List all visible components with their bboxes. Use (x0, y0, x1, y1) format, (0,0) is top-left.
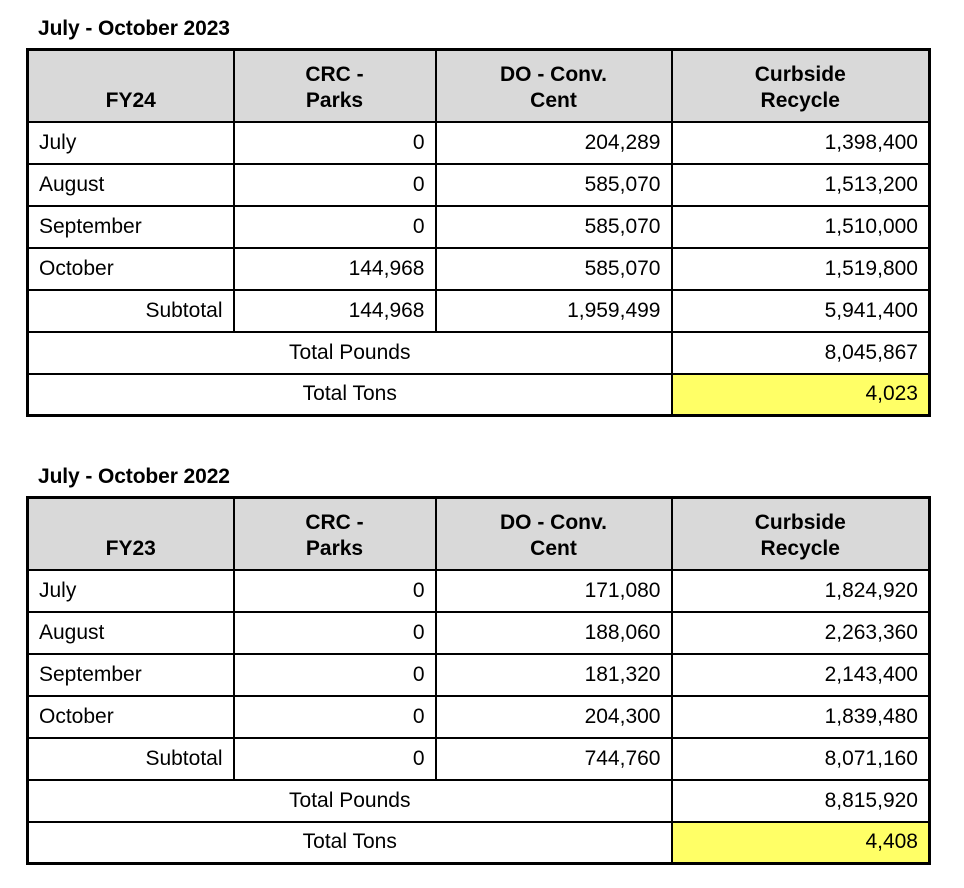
table-row-total-pounds (28, 780, 930, 822)
cell-do-conv-cent: 585,070 (436, 248, 672, 290)
total-tons-label: Total Tons (28, 374, 672, 416)
table-row-total-tons (28, 374, 930, 416)
column-header-line1: Curbside (754, 510, 846, 534)
column-header-line1: FY23 (105, 536, 156, 560)
cell-curbside-recycle: 2,143,400 (672, 654, 930, 696)
cell-curbside-recycle: 1,839,480 (672, 696, 930, 738)
cell-crc-parks: 144,968 (234, 248, 436, 290)
column-header-fiscal-year (28, 498, 234, 570)
cell-do-conv-cent: 1,959,499 (436, 290, 672, 332)
column-header-line2: Recycle (760, 536, 840, 560)
column-header-line1: CRC - (305, 62, 364, 86)
section-title: July - October 2023 (38, 17, 230, 40)
column-header-line1: FY24 (105, 88, 156, 112)
column-header-fiscal-year (28, 50, 234, 122)
cell-curbside-recycle: 2,263,360 (672, 612, 930, 654)
total-pounds-label: Total Pounds (28, 780, 672, 822)
column-header-line1: DO - Conv. (500, 510, 607, 534)
column-header-line2: Recycle (760, 88, 840, 112)
row-label-subtotal: Subtotal (28, 290, 234, 332)
row-label: July (28, 122, 234, 164)
cell-curbside-recycle: 8,071,160 (672, 738, 930, 780)
table-row (28, 122, 930, 164)
column-header-line1: DO - Conv. (500, 62, 607, 86)
total-pounds-value: 8,045,867 (672, 332, 930, 374)
cell-do-conv-cent: 585,070 (436, 206, 672, 248)
table-row (28, 612, 930, 654)
summary-table-fy24 (26, 48, 931, 417)
cell-crc-parks: 0 (234, 738, 436, 780)
cell-do-conv-cent: 204,300 (436, 696, 672, 738)
column-header-curbside-recycle (672, 498, 930, 570)
row-label: September (28, 206, 234, 248)
cell-do-conv-cent: 188,060 (436, 612, 672, 654)
column-header-line1: Curbside (754, 62, 846, 86)
cell-do-conv-cent: 181,320 (436, 654, 672, 696)
table-row-total-tons (28, 822, 930, 864)
column-header-crc-parks (234, 498, 436, 570)
row-label: October (28, 696, 234, 738)
cell-crc-parks: 0 (234, 206, 436, 248)
column-header-line2: Parks (305, 88, 364, 112)
column-header-line1: CRC - (305, 510, 364, 534)
table-row (28, 696, 930, 738)
total-pounds-label: Total Pounds (28, 332, 672, 374)
row-label: October (28, 248, 234, 290)
column-header-crc-parks (234, 50, 436, 122)
total-tons-value: 4,408 (672, 822, 930, 864)
cell-crc-parks: 0 (234, 122, 436, 164)
cell-do-conv-cent: 171,080 (436, 570, 672, 612)
cell-curbside-recycle: 1,513,200 (672, 164, 930, 206)
table-row-subtotal (28, 290, 930, 332)
table-row (28, 570, 930, 612)
row-label: September (28, 654, 234, 696)
table-header-row (28, 498, 930, 570)
cell-crc-parks: 0 (234, 570, 436, 612)
cell-crc-parks: 0 (234, 612, 436, 654)
cell-curbside-recycle: 5,941,400 (672, 290, 930, 332)
report-section-fy24 (26, 16, 928, 417)
column-header-curbside-recycle (672, 50, 930, 122)
row-label-subtotal: Subtotal (28, 738, 234, 780)
table-row-total-pounds (28, 332, 930, 374)
row-label: August (28, 164, 234, 206)
table-row (28, 248, 930, 290)
table-header-row (28, 50, 930, 122)
cell-do-conv-cent: 585,070 (436, 164, 672, 206)
cell-do-conv-cent: 744,760 (436, 738, 672, 780)
table-row (28, 654, 930, 696)
total-tons-label: Total Tons (28, 822, 672, 864)
cell-curbside-recycle: 1,510,000 (672, 206, 930, 248)
table-row (28, 164, 930, 206)
cell-crc-parks: 144,968 (234, 290, 436, 332)
cell-crc-parks: 0 (234, 696, 436, 738)
table-row-subtotal (28, 738, 930, 780)
column-header-do-conv-cent (436, 50, 672, 122)
column-header-line2: Cent (530, 88, 577, 112)
summary-table-fy23 (26, 496, 931, 865)
column-header-line2: Cent (530, 536, 577, 560)
cell-do-conv-cent: 204,289 (436, 122, 672, 164)
total-pounds-value: 8,815,920 (672, 780, 930, 822)
table-row (28, 206, 930, 248)
section-title: July - October 2022 (38, 465, 230, 488)
cell-curbside-recycle: 1,824,920 (672, 570, 930, 612)
cell-crc-parks: 0 (234, 654, 436, 696)
report-section-fy23 (26, 464, 928, 865)
cell-curbside-recycle: 1,519,800 (672, 248, 930, 290)
total-tons-value: 4,023 (672, 374, 930, 416)
cell-crc-parks: 0 (234, 164, 436, 206)
row-label: August (28, 612, 234, 654)
column-header-line2: Parks (305, 536, 364, 560)
row-label: July (28, 570, 234, 612)
column-header-do-conv-cent (436, 498, 672, 570)
cell-curbside-recycle: 1,398,400 (672, 122, 930, 164)
